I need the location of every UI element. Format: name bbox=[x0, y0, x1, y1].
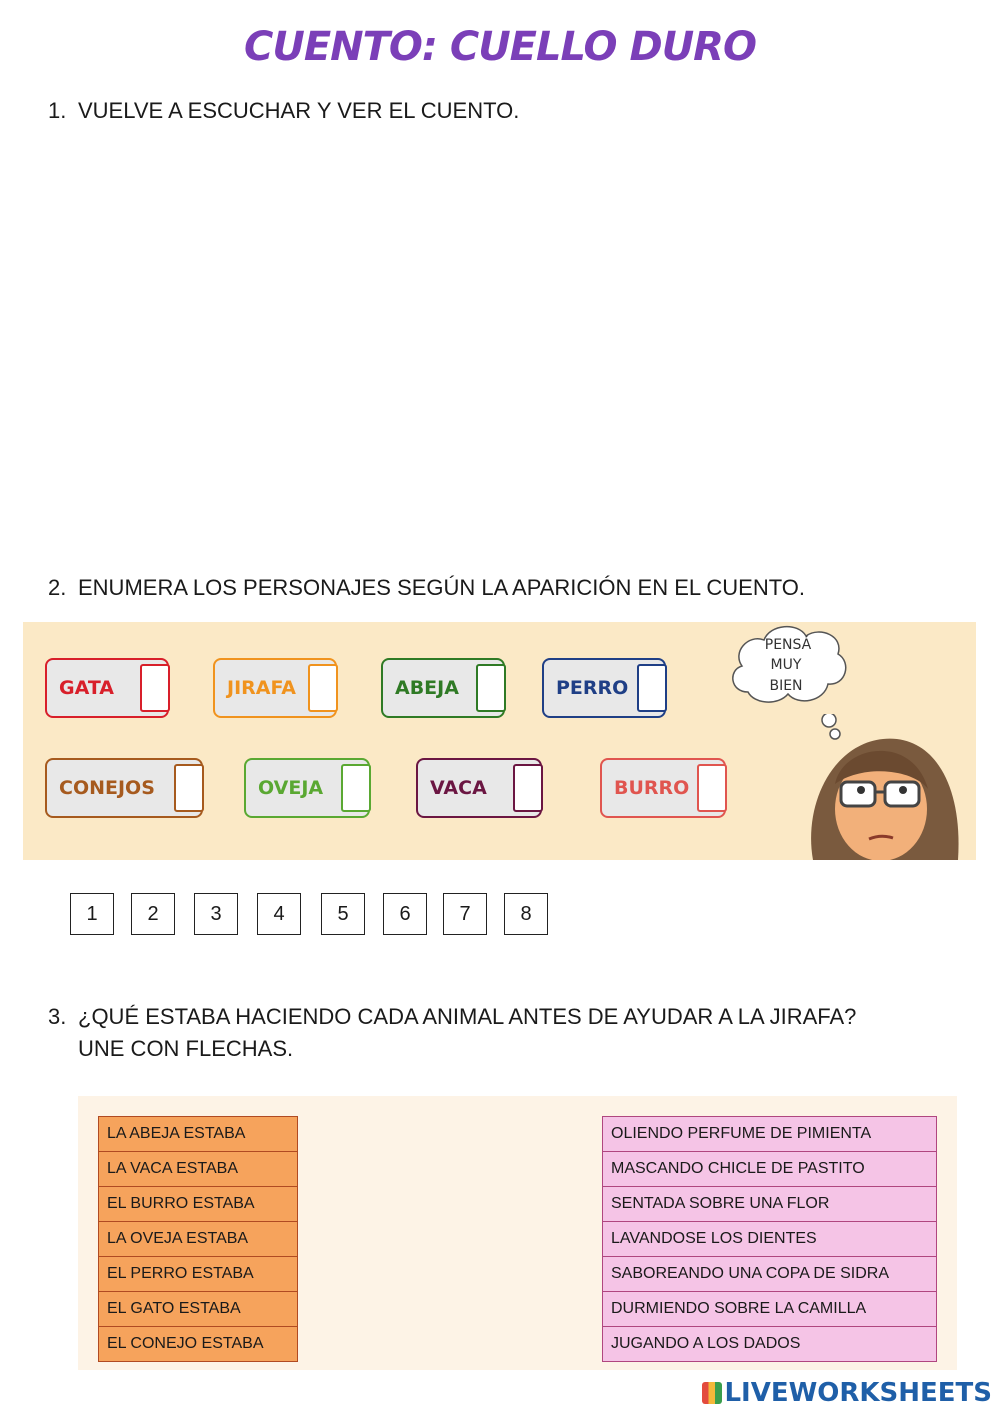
question-2-text: ENUMERA LOS PERSONAJES SEGÚN LA APARICIÓN EN EL CUENTO. bbox=[78, 575, 806, 600]
activity-item[interactable]: OLIENDO PERFUME DE PIMIENTA bbox=[602, 1116, 937, 1152]
activity-item[interactable]: MASCANDO CHICLE DE PASTITO bbox=[602, 1152, 937, 1187]
character-card-conejos bbox=[45, 758, 203, 818]
thought-bubble bbox=[728, 622, 850, 708]
animal-item[interactable]: EL BURRO ESTABA bbox=[98, 1187, 298, 1222]
character-label: ABEJA bbox=[395, 677, 459, 699]
number-tile[interactable]: 2 bbox=[131, 893, 175, 935]
number-tile[interactable]: 3 bbox=[194, 893, 238, 935]
activity-item[interactable]: SABOREANDO UNA COPA DE SIDRA bbox=[602, 1257, 937, 1292]
question-2-number: 2. bbox=[48, 575, 67, 600]
number-tile[interactable]: 1 bbox=[70, 893, 114, 935]
character-card-jirafa bbox=[213, 658, 337, 718]
character-card-perro bbox=[542, 658, 666, 718]
animal-item[interactable]: LA ABEJA ESTABA bbox=[98, 1116, 298, 1152]
character-label: GATA bbox=[59, 677, 115, 699]
character-card-vaca bbox=[416, 758, 542, 818]
number-tile[interactable]: 4 bbox=[257, 893, 301, 935]
question-1-number: 1. bbox=[48, 98, 67, 123]
animal-item[interactable]: EL PERRO ESTABA bbox=[98, 1257, 298, 1292]
number-tile[interactable]: 6 bbox=[383, 893, 427, 935]
worksheet-title: CUENTO: CUELLO DURO bbox=[244, 24, 756, 70]
animal-column bbox=[98, 1116, 298, 1362]
character-label: PERRO bbox=[556, 677, 629, 699]
animal-item[interactable]: EL CONEJO ESTABA bbox=[98, 1327, 298, 1362]
order-input-box[interactable] bbox=[637, 664, 667, 712]
character-label: VACA bbox=[430, 777, 487, 799]
order-input-box[interactable] bbox=[174, 764, 204, 812]
character-label: JIRAFA bbox=[227, 677, 296, 699]
order-input-box[interactable] bbox=[697, 764, 727, 812]
character-label: OVEJA bbox=[258, 777, 324, 799]
order-input-box[interactable] bbox=[308, 664, 338, 712]
animal-item[interactable]: EL GATO ESTABA bbox=[98, 1292, 298, 1327]
order-input-box[interactable] bbox=[476, 664, 506, 712]
order-input-box[interactable] bbox=[140, 664, 170, 712]
character-card-gata bbox=[45, 658, 169, 718]
order-input-box[interactable] bbox=[513, 764, 543, 812]
logo-icon bbox=[702, 1382, 722, 1404]
question-3-number: 3. bbox=[48, 1004, 67, 1029]
animal-item[interactable]: LA VACA ESTABA bbox=[98, 1152, 298, 1187]
character-label: BURRO bbox=[614, 777, 690, 799]
number-tile[interactable]: 8 bbox=[504, 893, 548, 935]
activity-item[interactable]: SENTADA SOBRE UNA FLOR bbox=[602, 1187, 937, 1222]
number-tile[interactable]: 5 bbox=[321, 893, 365, 935]
character-card-burro bbox=[600, 758, 726, 818]
question-1-text: VUELVE A ESCUCHAR Y VER EL CUENTO. bbox=[78, 98, 520, 123]
number-tile[interactable]: 7 bbox=[443, 893, 487, 935]
matching-panel bbox=[78, 1096, 957, 1370]
logo-text: LIVEWORKSHEETS bbox=[724, 1378, 992, 1408]
bubble-line-2: MUY bbox=[770, 657, 802, 673]
activity-item[interactable]: JUGANDO A LOS DADOS bbox=[602, 1327, 937, 1362]
activity-item[interactable]: DURMIENDO SOBRE LA CAMILLA bbox=[602, 1292, 937, 1327]
order-input-box[interactable] bbox=[341, 764, 371, 812]
question-3-text-line-2: UNE CON FLECHAS. bbox=[78, 1036, 294, 1061]
activity-item[interactable]: LAVANDOSE LOS DIENTES bbox=[602, 1222, 937, 1257]
character-label: CONEJOS bbox=[59, 777, 155, 799]
question-3-text-line-1: ¿QUÉ ESTABA HACIENDO CADA ANIMAL ANTES DE AYUDAR A LA JIRAFA? bbox=[78, 1004, 857, 1029]
thinking-teacher-illustration bbox=[803, 714, 973, 860]
character-card-abeja bbox=[381, 658, 505, 718]
animal-item[interactable]: LA OVEJA ESTABA bbox=[98, 1222, 298, 1257]
bubble-line-1: PENSÁ bbox=[764, 637, 812, 653]
character-card-oveja bbox=[244, 758, 370, 818]
activity-column bbox=[602, 1116, 937, 1362]
bubble-line-3: BIEN bbox=[769, 678, 803, 694]
liveworksheets-logo bbox=[702, 1378, 992, 1408]
